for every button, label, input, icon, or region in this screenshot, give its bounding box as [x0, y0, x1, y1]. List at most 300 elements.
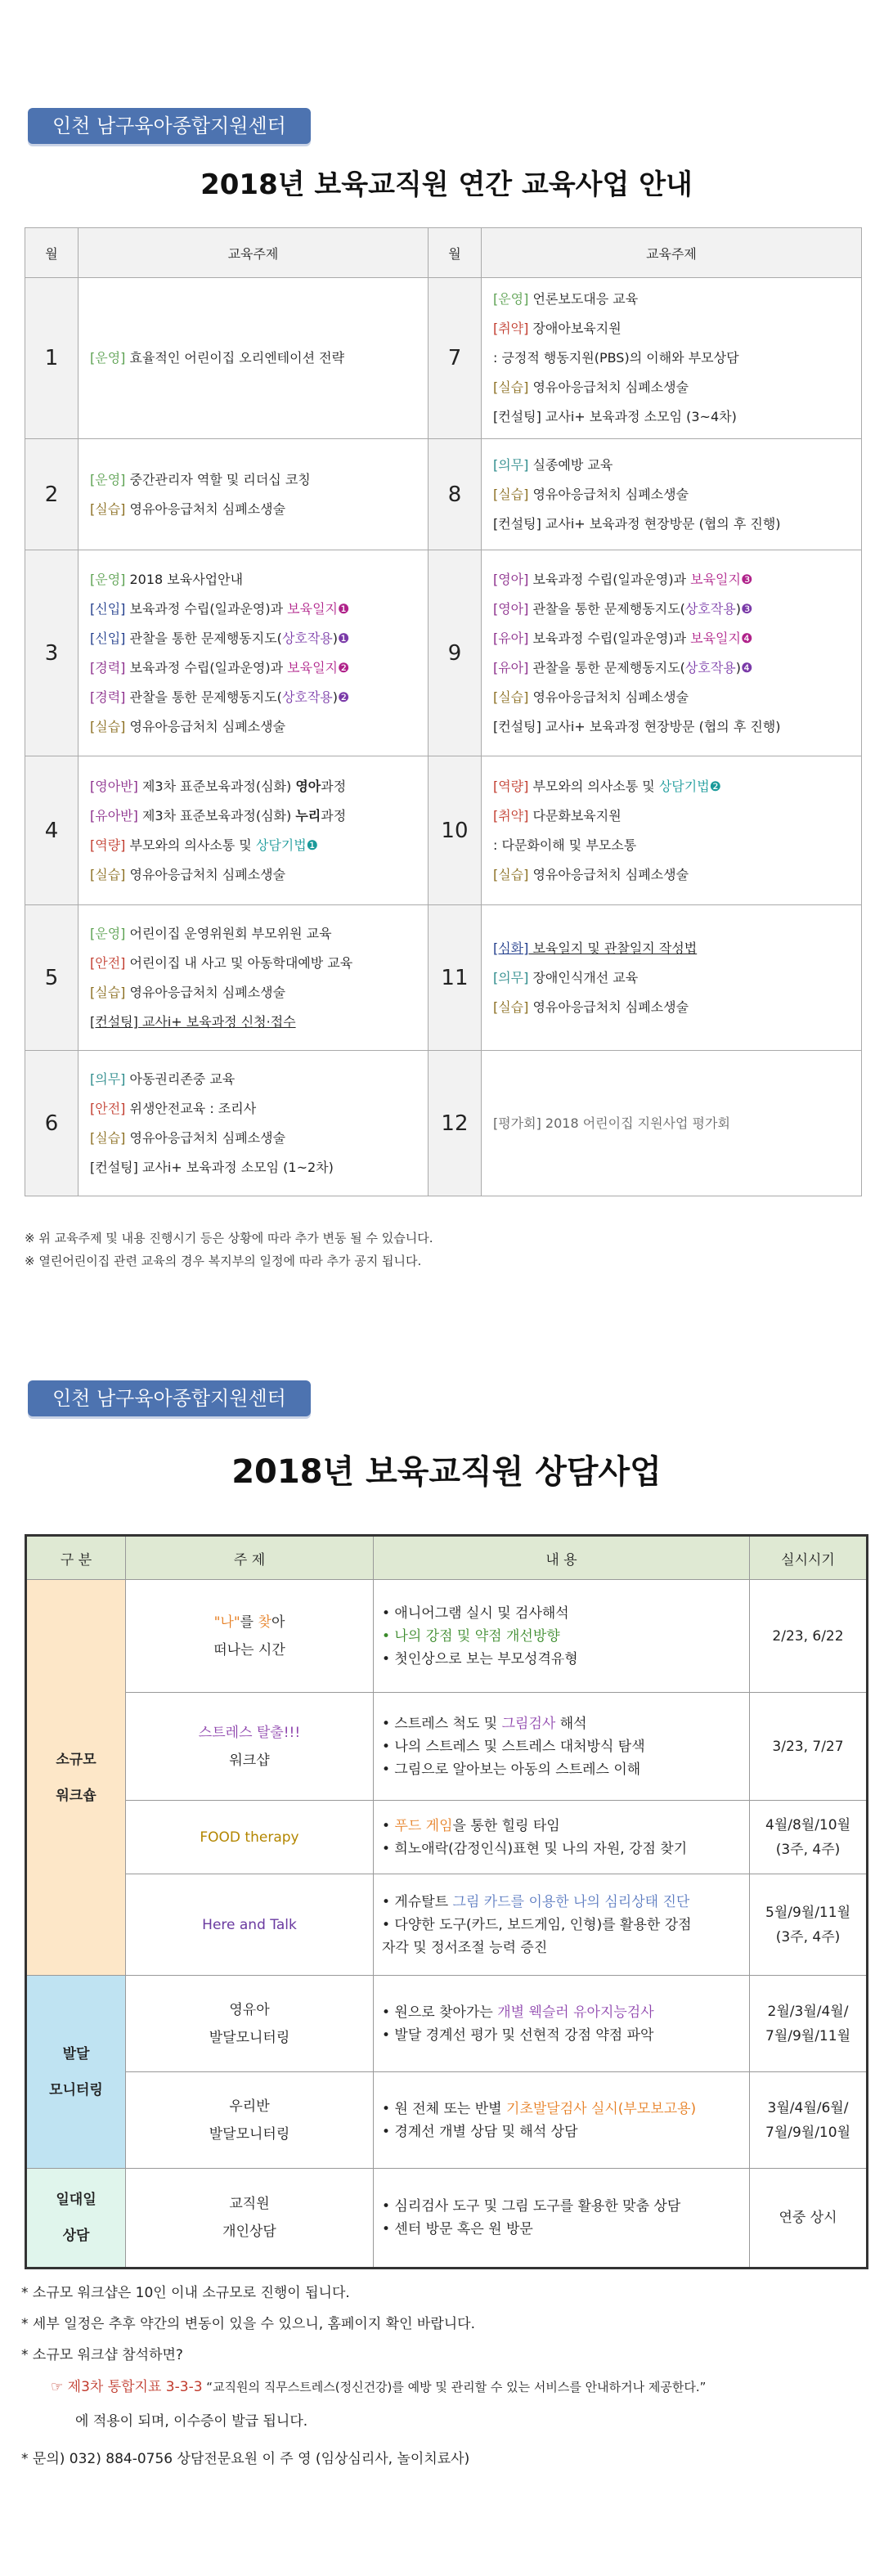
table-row — [26, 1874, 868, 1976]
schedule-line: 3/23, 7/27 — [772, 1738, 844, 1755]
text-segment: [운영] — [90, 571, 126, 587]
text-line — [382, 2120, 741, 2143]
text-segment: [의무] — [492, 969, 529, 985]
center-name-badge-1: 인천 남구육아종합지원센터 — [28, 108, 311, 144]
table-row — [25, 1051, 862, 1196]
category-label: 소규모 — [56, 1751, 96, 1768]
text-segment: 영아 — [295, 778, 321, 794]
text-segment: [실습] — [492, 999, 529, 1015]
text-segment: [컨설팅] 교사i+ 보육과정 신청·접수 — [90, 1013, 296, 1030]
text-segment: 영유아 — [229, 2001, 270, 2018]
text-segment: 해석 — [555, 1715, 587, 1732]
text-line — [90, 860, 416, 890]
text-line — [90, 772, 416, 801]
text-segment: [유아] — [492, 659, 529, 675]
text-segment: • 희노애락(감정인식)표현 및 나의 자원, 강점 찾기 — [382, 1840, 688, 1857]
text-segment: [실습] — [90, 500, 126, 517]
text-line — [90, 653, 416, 683]
topic-cell — [481, 1051, 861, 1196]
text-line — [493, 343, 850, 373]
text-segment: • 애니어그램 실시 및 검사해석 — [382, 1604, 569, 1622]
content-cell — [374, 2169, 750, 2269]
text-segment: • 원 전체 또는 반별 — [382, 2100, 507, 2117]
text-segment: 그림검사 — [501, 1715, 556, 1732]
schedule-line: (3주, 4주) — [775, 1928, 841, 1945]
text-segment: 위생안전교육 : 조리사 — [125, 1100, 257, 1116]
text-segment: [역량] — [90, 837, 126, 853]
text-line — [382, 1936, 741, 1959]
text-segment: 를 — [240, 1613, 258, 1631]
text-line — [90, 465, 416, 495]
text-segment: ) — [332, 630, 339, 646]
text-segment: 실종예방 교육 — [528, 456, 613, 473]
category-cell — [26, 2169, 126, 2269]
text-line — [127, 1747, 372, 1775]
text-segment: ❶ — [338, 630, 350, 646]
education-plan-title: 2018년 보육교직원 연간 교육사업 안내 — [200, 168, 693, 201]
text-line — [90, 1008, 416, 1037]
text-segment: ) — [735, 600, 741, 617]
category-label: 모니터링 — [49, 2081, 103, 2098]
text-segment: [실습] — [90, 1129, 126, 1146]
text-line — [90, 978, 416, 1008]
text-line — [90, 1124, 416, 1153]
text-segment: 보육일지❹ — [690, 630, 753, 646]
text-segment: 과정 — [321, 807, 347, 824]
text-segment: 보육과정 수립(일과운영)과 — [125, 659, 288, 675]
text-segment: 상호작용 — [281, 689, 333, 705]
text-segment: [컨설팅] 교사i+ 보육과정 현장방문 (협의 후 진행) — [492, 718, 781, 734]
text-segment: 보육과정 수립(일과운영)과 — [125, 600, 288, 617]
text-segment: 중간관리자 역할 및 리더십 코칭 — [125, 471, 311, 487]
text-segment: [안전] — [90, 954, 126, 971]
note-line: ※ 열린어린이집 관련 교육의 경우 복지부의 일정에 따라 추가 공지 됩니다. — [25, 1254, 422, 1268]
subject-cell — [126, 1580, 374, 1693]
text-segment: [실습] — [90, 866, 126, 882]
text-line — [90, 565, 416, 595]
content-cell — [374, 1874, 750, 1976]
text-line — [382, 1838, 741, 1860]
text-segment: 상호작용 — [281, 630, 333, 646]
text-segment: ❹ — [740, 659, 753, 675]
text-segment: • 나의 스트레스 및 스트레스 대처방식 탐색 — [382, 1738, 645, 1755]
text-segment: 보육일지 및 관찰일지 작성법 — [528, 940, 698, 956]
text-segment: ) — [735, 659, 741, 675]
text-segment: 효율적인 어린이집 오리엔테이션 전략 — [125, 350, 345, 366]
text-line — [382, 1735, 741, 1758]
table-row — [26, 1976, 868, 2072]
text-segment: 관찰을 통한 문제행동지도( — [125, 689, 282, 705]
text-segment: 기초발달검사 실시(부모보고용) — [506, 2100, 697, 2117]
text-segment: [유아반] — [90, 807, 138, 824]
text-segment: [운영] — [492, 291, 529, 307]
month-cell: 8 — [428, 439, 481, 550]
text-line — [382, 1625, 741, 1648]
month-cell: 10 — [428, 756, 481, 905]
text-segment: 영유아응급처치 심폐소생술 — [125, 1129, 286, 1146]
schedule-line: 3월/4월/6월/ — [767, 2099, 849, 2116]
text-line — [493, 285, 850, 314]
header-month-right: 월 — [428, 228, 481, 278]
text-line — [127, 2190, 372, 2218]
center-name-badge-2: 인천 남구육아종합지원센터 — [28, 1380, 311, 1416]
subject-cell — [126, 1976, 374, 2072]
text-segment: [운영] — [90, 471, 126, 487]
text-segment: [컨설팅] 교사i+ 보육과정 소모임 (1~2차) — [90, 1159, 334, 1175]
month-cell: 6 — [25, 1051, 79, 1196]
text-segment: 어린이집 내 사고 및 아동학대예방 교육 — [125, 954, 353, 971]
text-line — [127, 2120, 372, 2148]
topic-cell — [481, 278, 861, 439]
text-segment: [신입] — [90, 600, 126, 617]
text-segment: "나" — [213, 1613, 240, 1631]
text-line — [382, 1758, 741, 1781]
text-line — [90, 712, 416, 742]
topic-cell — [79, 1051, 429, 1196]
table-row — [25, 278, 862, 439]
schedule-line: 7월/9월/11월 — [765, 2027, 850, 2044]
text-line — [493, 801, 850, 831]
table-row — [26, 1693, 868, 1801]
text-segment: 아 — [271, 1613, 285, 1631]
education-plan-table — [25, 227, 862, 1196]
indicator-quote: “교직원의 직무스트레스(정신건강)를 예방 및 관리할 수 있는 서비스를 안내하거나 제공한다.” — [202, 2380, 707, 2394]
text-line — [493, 595, 850, 624]
text-line — [493, 653, 850, 683]
text-segment: 부모와의 의사소통 및 — [125, 837, 256, 853]
text-line — [382, 2195, 741, 2218]
text-segment: 누리 — [295, 807, 321, 824]
text-segment: 영유아응급처치 심폐소생술 — [125, 866, 286, 882]
text-line — [90, 624, 416, 653]
text-segment: [영아] — [492, 571, 529, 587]
text-segment: ❸ — [740, 600, 753, 617]
text-segment: 푸드 게임 — [394, 1817, 453, 1834]
text-segment: [실습] — [492, 379, 529, 395]
table-row — [25, 905, 862, 1051]
schedule-cell — [750, 1874, 868, 1976]
text-segment: [실습] — [492, 486, 529, 502]
text-segment: [평가회] 2018 어린이집 지원사업 평가회 — [492, 1115, 730, 1131]
schedule-line: (3주, 4주) — [775, 1841, 841, 1858]
text-segment: 영유아응급처치 심폐소생술 — [528, 999, 689, 1015]
text-segment: 영유아응급처치 심폐소생술 — [125, 500, 286, 517]
topic-cell — [79, 278, 429, 439]
text-line — [493, 683, 850, 712]
text-segment: 자각 및 정서조절 능력 증진 — [382, 1939, 548, 1956]
text-segment: [역량] — [492, 778, 529, 794]
text-segment: 제3차 표준보육과정(심화) — [137, 778, 296, 794]
month-cell: 2 — [25, 439, 79, 550]
text-segment: 워크샵 — [229, 1752, 270, 1769]
text-segment: 찾 — [258, 1613, 271, 1631]
text-segment: 부모와의 의사소통 및 — [528, 778, 659, 794]
text-segment: [의무] — [90, 1070, 126, 1087]
text-segment: 교직원 — [229, 2196, 270, 2212]
schedule-line: 5월/9월/11월 — [765, 1904, 850, 1921]
content-cell — [374, 1580, 750, 1693]
text-segment: 발달모니터링 — [209, 2125, 290, 2143]
text-segment: 보육일지❶ — [287, 600, 350, 617]
text-segment: [신입] — [90, 630, 126, 646]
text-line — [127, 2024, 372, 2052]
text-line — [493, 993, 850, 1022]
header-category: 구 분 — [26, 1536, 126, 1580]
education-notes — [25, 1227, 433, 1272]
text-line — [382, 2024, 741, 2047]
text-segment: [운영] — [90, 350, 126, 366]
text-segment: 발달모니터링 — [209, 2029, 290, 2046]
text-line — [382, 2001, 741, 2024]
month-cell: 3 — [25, 550, 79, 756]
month-cell: 5 — [25, 905, 79, 1051]
text-segment: 아동권리존중 교육 — [125, 1070, 236, 1087]
text-line — [493, 860, 850, 890]
category-cell — [26, 1976, 126, 2169]
counseling-table — [25, 1534, 868, 2269]
text-segment: [취약] — [492, 321, 529, 336]
topic-cell — [79, 439, 429, 550]
subject-cell — [126, 2072, 374, 2169]
category-label: 일대일 — [56, 2192, 96, 2208]
schedule-cell — [750, 1693, 868, 1801]
text-line — [90, 831, 416, 860]
footnote-list — [21, 2278, 475, 2371]
text-line — [493, 402, 850, 432]
schedule-line: 7월/9월/10월 — [765, 2124, 850, 2141]
topic-cell — [481, 439, 861, 550]
text-line — [127, 1824, 372, 1851]
schedule-line: 2/23, 6/22 — [772, 1627, 844, 1645]
topic-cell — [481, 905, 861, 1051]
text-line — [493, 314, 850, 343]
text-segment: 상호작용 — [684, 659, 736, 675]
text-segment: 개별 웩슬러 유아지능검사 — [497, 2004, 654, 2021]
table-row — [25, 756, 862, 905]
text-segment: ) — [332, 689, 339, 705]
text-segment: 관찰을 통한 문제행동지도( — [528, 659, 685, 675]
footnote-line: * 세부 일정은 추후 약간의 변동이 있을 수 있으니, 홈페이지 확인 바랍니다. — [21, 2316, 475, 2332]
text-segment: [유아] — [492, 630, 529, 646]
text-line — [382, 1712, 741, 1735]
content-cell — [374, 1801, 750, 1874]
text-line — [127, 1911, 372, 1939]
text-line — [90, 949, 416, 978]
text-segment: 개인상담 — [222, 2224, 276, 2240]
text-segment: 언론보도대응 교육 — [528, 291, 639, 307]
content-cell — [374, 1976, 750, 2072]
subject-cell — [126, 1693, 374, 1801]
month-cell: 1 — [25, 278, 79, 439]
text-segment: • 첫인상으로 보는 부모성격유형 — [382, 1650, 578, 1667]
table-row — [26, 1801, 868, 1874]
text-segment: 영유아응급처치 심폐소생술 — [528, 689, 689, 705]
subject-cell — [126, 2169, 374, 2269]
footnote-line: * 소규모 워크샵은 10인 이내 소규모로 진행이 됩니다. — [21, 2285, 350, 2301]
text-segment: 스트레스 탈출!!! — [198, 1724, 301, 1741]
text-line — [493, 1109, 850, 1138]
text-segment: [실습] — [90, 718, 126, 734]
header-subject: 주 제 — [126, 1536, 374, 1580]
text-line — [382, 1891, 741, 1914]
indicator-prefix: ☞ 제3차 통합지표 3-3-3 — [51, 2379, 203, 2395]
text-segment: 보육과정 수립(일과운영)과 — [528, 630, 691, 646]
text-segment: • 심리검사 도구 및 그림 도구를 활용한 맞춤 상담 — [382, 2198, 681, 2215]
text-line — [90, 683, 416, 712]
text-segment: 상담기법❷ — [658, 778, 721, 794]
header-month-left: 월 — [25, 228, 79, 278]
text-line — [382, 2098, 741, 2120]
schedule-cell — [750, 1580, 868, 1693]
text-segment: ❷ — [338, 689, 350, 705]
text-segment: 보육일지❸ — [690, 571, 753, 587]
text-segment: [경력] — [90, 659, 126, 675]
schedule-line: 2월/3월/4월/ — [767, 2003, 849, 2020]
text-line — [382, 1602, 741, 1625]
text-segment: [취약] — [492, 807, 529, 824]
text-line — [127, 1636, 372, 1664]
text-line — [127, 2093, 372, 2120]
indicator-note-line2: 에 적용이 되며, 이수증이 발급 됩니다. — [75, 2413, 308, 2430]
text-segment: [컨설팅] 교사i+ 보육과정 소모임 (3~4차) — [492, 409, 737, 424]
text-line — [493, 565, 850, 595]
content-cell — [374, 2072, 750, 2169]
table-row — [25, 439, 862, 550]
schedule-cell — [750, 2072, 868, 2169]
text-segment: 장애아보육지원 — [528, 321, 622, 336]
text-segment: 관찰을 통한 문제행동지도( — [528, 600, 685, 617]
text-line — [382, 1914, 741, 1936]
text-segment: [경력] — [90, 689, 126, 705]
month-cell: 9 — [428, 550, 481, 756]
text-segment: • 게슈탈트 — [382, 1893, 453, 1910]
schedule-line: 연중 상시 — [779, 2210, 837, 2226]
content-cell — [374, 1693, 750, 1801]
month-cell: 4 — [25, 756, 79, 905]
schedule-cell — [750, 1976, 868, 2072]
text-line — [90, 1153, 416, 1183]
text-segment: 상호작용 — [684, 600, 736, 617]
text-line — [382, 1648, 741, 1671]
category-label: 발달 — [62, 2045, 90, 2062]
text-segment: • 스트레스 척도 및 — [382, 1715, 502, 1732]
text-line — [90, 1094, 416, 1124]
text-line — [493, 509, 850, 539]
text-line — [90, 919, 416, 949]
text-segment: 그림 카드를 이용한 나의 심리상태 진단 — [452, 1893, 690, 1910]
text-line — [493, 831, 850, 860]
header-schedule: 실시시기 — [750, 1536, 868, 1580]
schedule-line: 4월/8월/10월 — [765, 1816, 850, 1833]
text-line — [493, 624, 850, 653]
table-row — [26, 1580, 868, 1693]
text-segment: • 원으로 찾아가는 — [382, 2004, 498, 2021]
text-segment: 어린이집 운영위원회 부모위원 교육 — [125, 925, 332, 941]
text-segment: [의무] — [492, 456, 529, 473]
footnote-line: * 소규모 워크샵 참석하면? — [21, 2347, 183, 2363]
category-label: 상담 — [62, 2228, 90, 2244]
text-segment: • 다양한 도구(카드, 보드게임, 인형)를 활용한 강점 — [382, 1916, 692, 1933]
text-segment: 보육과정 수립(일과운영)과 — [528, 571, 691, 587]
text-segment: • 그림으로 알아보는 아동의 스트레스 이해 — [382, 1761, 641, 1778]
text-line — [493, 451, 850, 480]
text-segment: 장애인식개선 교육 — [528, 969, 639, 985]
text-segment: [영아반] — [90, 778, 138, 794]
topic-cell — [79, 756, 429, 905]
month-cell: 7 — [428, 278, 481, 439]
subject-cell — [126, 1874, 374, 1976]
text-segment: 다문화보육지원 — [528, 807, 622, 824]
text-line — [382, 2218, 741, 2241]
text-line — [90, 495, 416, 524]
schedule-cell — [750, 1801, 868, 1874]
text-segment: [안전] — [90, 1100, 126, 1116]
text-segment: 2018 보육사업안내 — [125, 571, 244, 587]
text-line — [127, 1719, 372, 1747]
text-segment: 영유아응급처치 심폐소생술 — [528, 379, 689, 395]
text-segment: 보육일지❷ — [287, 659, 350, 675]
text-segment: 영유아응급처치 심폐소생술 — [528, 486, 689, 502]
text-line — [90, 1065, 416, 1094]
text-segment: 떠나는 시간 — [213, 1641, 285, 1658]
text-line — [127, 1609, 372, 1636]
text-segment: : 다문화이해 및 부모소통 — [492, 837, 637, 853]
text-line — [493, 963, 850, 993]
text-line — [90, 343, 416, 373]
text-segment: • 경계선 개별 상담 및 해석 상담 — [382, 2123, 578, 2140]
counseling-title: 2018년 보육교직원 상담사업 — [231, 1453, 662, 1491]
text-segment: 상담기법❶ — [255, 837, 319, 853]
text-segment: • 나의 강점 및 약점 개선방향 — [382, 1627, 560, 1645]
text-line — [382, 1815, 741, 1838]
text-line — [127, 1996, 372, 2024]
table-row — [25, 550, 862, 756]
table-row — [26, 2072, 868, 2169]
text-segment: [실습] — [492, 689, 529, 705]
text-segment: [컨설팅] 교사i+ 보육과정 현장방문 (협의 후 진행) — [492, 515, 781, 532]
text-segment: [심화] — [492, 940, 529, 956]
text-segment: 과정 — [321, 778, 347, 794]
text-segment: 을 통한 힐링 타임 — [452, 1817, 560, 1834]
text-segment: • 발달 경계선 평가 및 선현적 강점 약점 파악 — [382, 2026, 654, 2044]
text-line — [90, 801, 416, 831]
text-line — [127, 2218, 372, 2246]
header-content: 내 용 — [374, 1536, 750, 1580]
text-line — [493, 373, 850, 402]
month-cell: 12 — [428, 1051, 481, 1196]
text-segment: [영아] — [492, 600, 529, 617]
indicator-note — [51, 2372, 706, 2403]
text-segment: • 센터 방문 혹은 원 방문 — [382, 2221, 533, 2237]
category-cell — [26, 1580, 126, 1976]
text-segment: : 긍정적 행동지원(PBS)의 이해와 부모상담 — [492, 350, 739, 366]
text-line — [493, 480, 850, 509]
header-topic-left: 교육주제 — [79, 228, 429, 278]
text-line — [90, 595, 416, 624]
subject-cell — [126, 1801, 374, 1874]
topic-cell — [481, 756, 861, 905]
text-segment: 우리반 — [229, 2098, 270, 2115]
text-line — [493, 934, 850, 963]
table-row — [26, 2169, 868, 2269]
month-cell: 11 — [428, 905, 481, 1051]
topic-cell — [481, 550, 861, 756]
text-segment: FOOD therapy — [200, 1829, 299, 1846]
text-segment: [실습] — [492, 866, 529, 882]
text-segment: [실습] — [90, 984, 126, 1000]
text-segment: 영유아응급처치 심폐소생술 — [125, 718, 286, 734]
text-segment: • — [382, 1817, 395, 1834]
